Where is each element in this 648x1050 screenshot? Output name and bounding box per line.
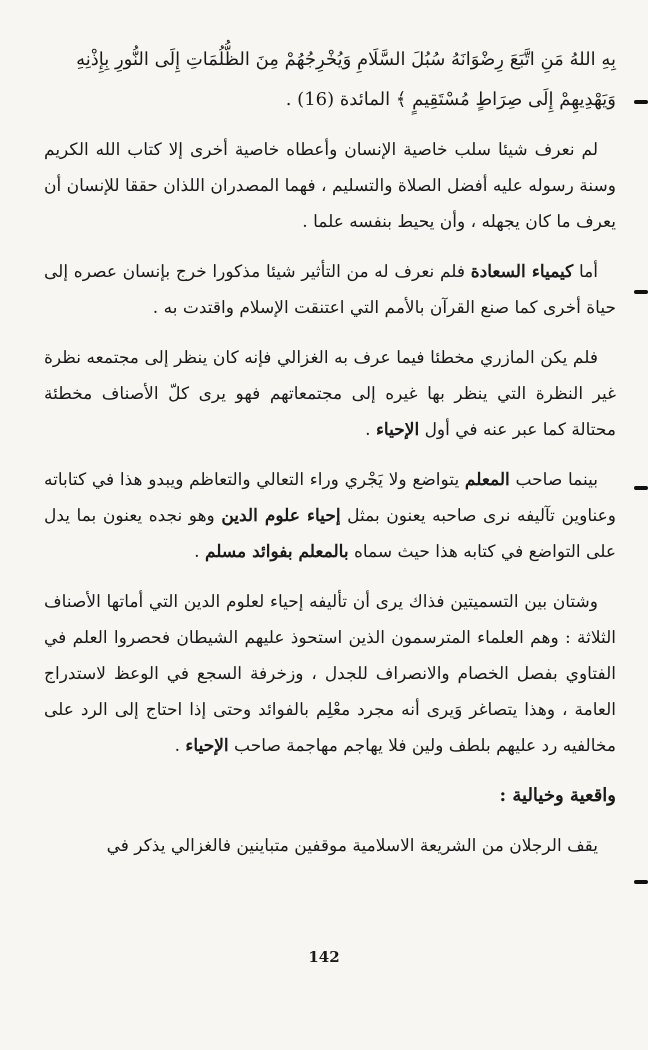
p4-d: إحياء علوم الدين (221, 506, 341, 526)
paragraph-4 (44, 462, 616, 570)
paragraph-3 (44, 340, 616, 448)
p2-bold: كيمياء السعادة (470, 262, 574, 282)
p3-start: فلم يكن المازري مخطئا فيما عرف به الغزالي فإنه كان ينظر إلى مجتمعه نظرة غير النظرة التي ينظر بها غيره إلى مجتمعاتهم فهو يرى كلّ الأصناف مخطئة محتالة كما عبر عنه في أول (44, 348, 616, 440)
paragraph-5 (44, 584, 616, 764)
p4-c: يتواضع ولا يَجْري وراء التعالي والتعاظم ويبدو هذا في كتاباته وعناوين تآليفه نرى صاحبه يعنون بمثل (44, 470, 617, 526)
p3-bold: الإحياء (375, 420, 420, 440)
edge-mark (634, 290, 648, 294)
edge-mark (634, 100, 648, 104)
paragraph-1: لم نعرف شيئا سلب خاصية الإنسان وأعطاه خاصية أخرى إلا كتاب الله الكريم وسنة رسوله عليه أفضل الصلاة والتسليم ، فهما المصدران اللذان حققا للإنسان أن يعرف ما كان يجهله ، وأن يحيط بنفسه علما . (44, 140, 616, 232)
p2-start: أما (573, 262, 599, 282)
quran-line-2: وَيَهْدِيهِمْ إِلَى صِرَاطٍ مُسْتَقِيمٍ ﴾ المائدة (16) . (285, 89, 616, 110)
p4-a: بينما صاحب (509, 470, 599, 490)
p2-rest: فلم نعرف له من التأثير شيئا مذكورا خرج بإنسان عصره إلى حياة أخرى كما صنع القرآن بالأمم التي اعتنقت الإسلام واقتدت به . (44, 262, 616, 318)
edge-mark (634, 880, 648, 884)
page-body (44, 40, 616, 878)
p5-start: وشتان بين التسميتين فذاك يرى أن تأليفه إحياء لعلوم الدين التي أماتها الأصناف الثلاثة : وهم العلماء المترسمون الذين استحوذ عليهم الشيطان فحصروا العلم في الفتاوي بفصل الخصام والانصراف للجدل ، وزخرفة السجع في الوعظ لاستدراج العامة ، وهذا يتصاغر وَيرى أنه مجرد معْلِم بالفوائد وحتى إذا احتاج إلى الرد على مخالفيه رد عليهم بلطف ولين فلا يهاجم مهاجمة صاحب (44, 592, 616, 756)
p4-g: . (194, 542, 205, 562)
p5-end: . (174, 736, 186, 756)
edge-mark (634, 486, 648, 490)
p4-e: وهو نجده يعنون بما يدل على التواضع في كتابه هذا حيث سماه (44, 506, 616, 562)
page-number: 142 (308, 948, 340, 966)
quran-verse (44, 40, 616, 120)
p4-b: المعلم (464, 470, 510, 490)
p5-bold: الإحياء (185, 736, 229, 756)
paragraph-6: يقف الرجلان من الشريعة الاسلامية موقفين متباينين فالغزالي يذكر في (106, 836, 598, 856)
section-heading: واقعية وخيالية : (499, 785, 616, 806)
quran-line-1: بِهِ اللهُ مَنِ اتَّبَعَ رِضْوَانَهُ سُبُلَ السَّلَامِ وَيُخْرِجُهُمْ مِنَ الظُّلُمَاتِ إِلَى النُّورِ بِإِذْنِهِ (76, 49, 616, 70)
p4-f: بالمعلم بفوائد مسلم (204, 542, 349, 562)
p3-end: . (365, 420, 376, 440)
paragraph-2 (44, 254, 616, 326)
